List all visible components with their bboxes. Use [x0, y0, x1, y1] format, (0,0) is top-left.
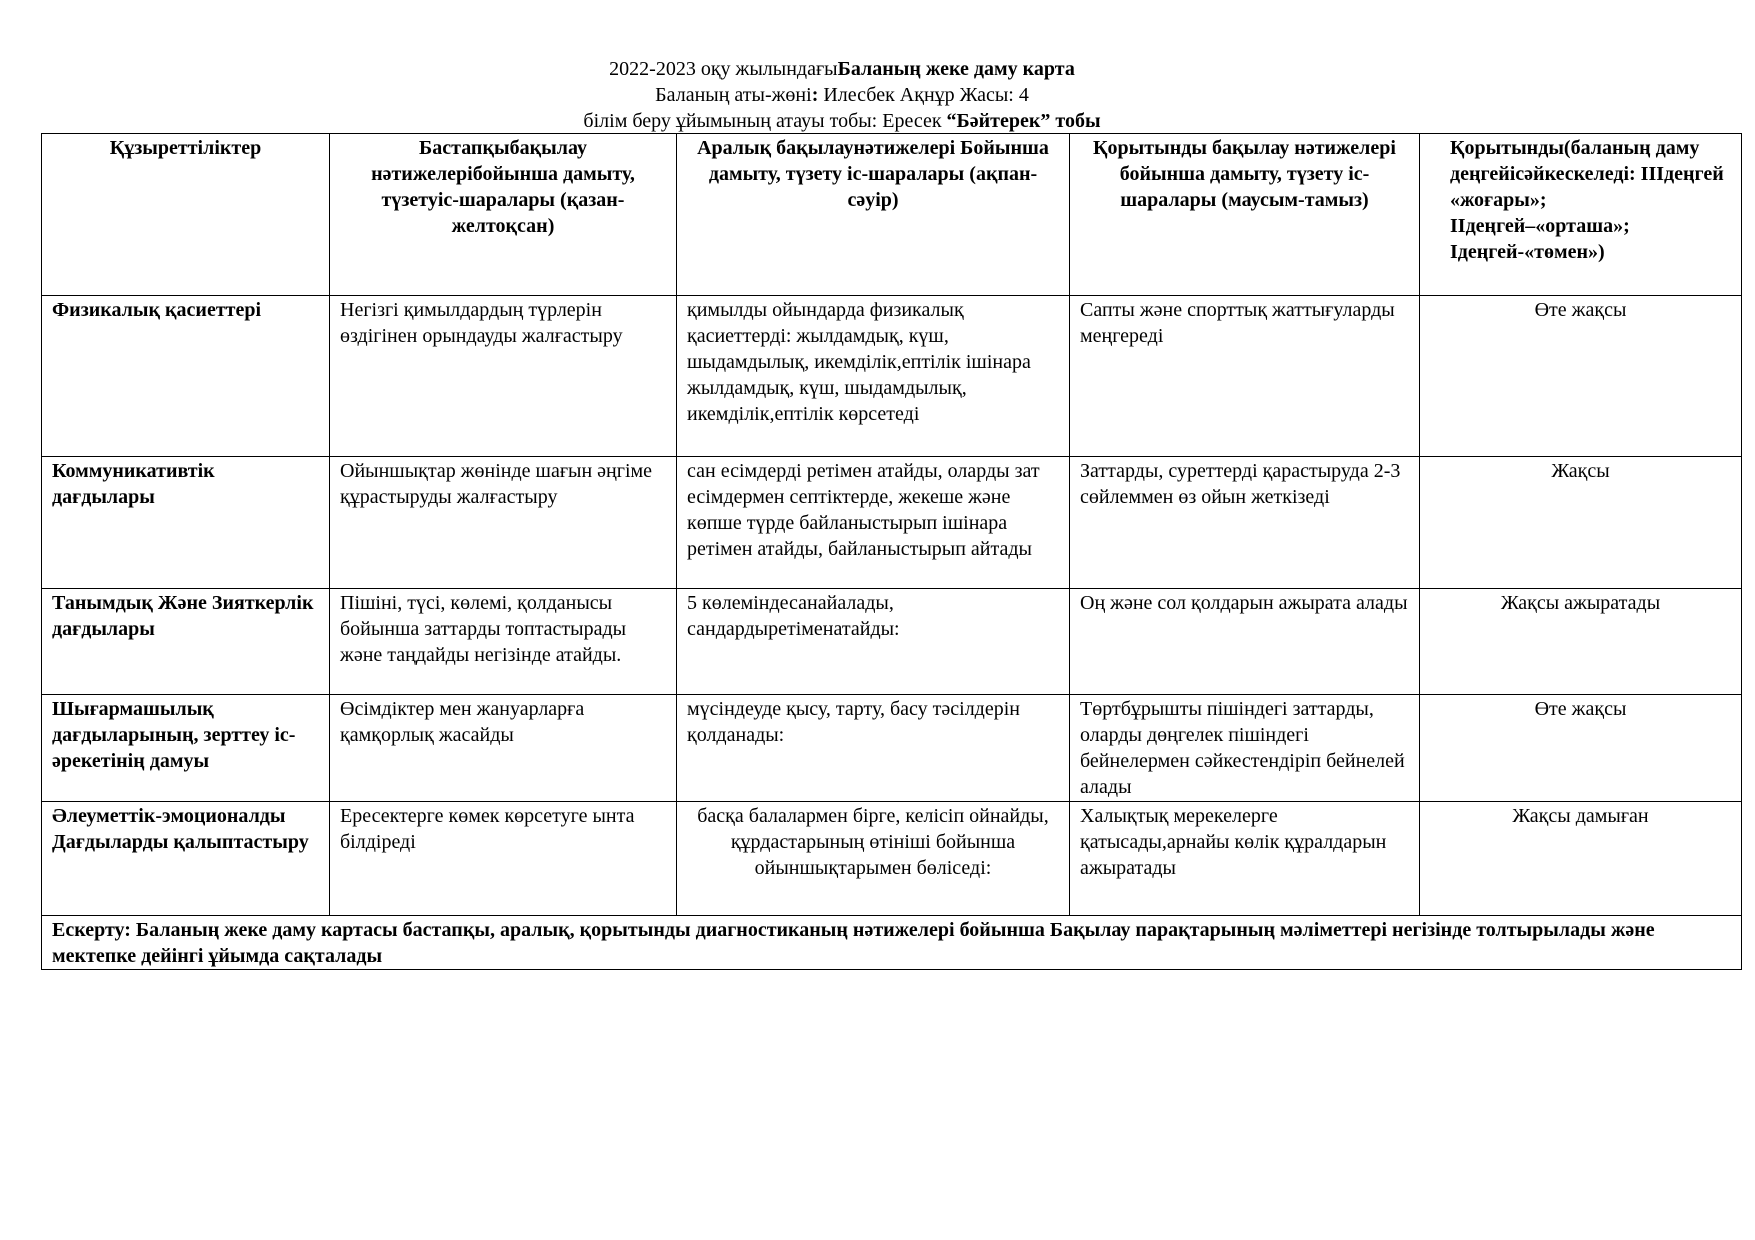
- initial-cell: Өсімдіктер мен жануарларға қамқорлық жасайды: [330, 695, 677, 802]
- table-row: [42, 695, 1742, 802]
- group-name: “Бәйтерек” тобы: [946, 110, 1101, 132]
- result-cell: Өте жақсы: [1420, 695, 1742, 802]
- header-title-line: [0, 56, 1684, 82]
- result-cell: Жақсы: [1420, 457, 1742, 589]
- area-cell: Коммуникативтік дағдылары: [42, 457, 330, 589]
- note-cell: Ескерту: Баланың жеке даму картасы бастапқы, аралық, қорытынды диагностиканың нәтижелері бойынша Бақылау парақтарының мәліметтері негізінде толтырылады және мектепке дейінгі ұйымда сақталады: [42, 916, 1742, 970]
- document-title: Баланың жеке даму карта: [837, 58, 1075, 80]
- child-name-colon: :: [811, 84, 819, 106]
- final-cell: Заттарды, суреттерді қарастыруда 2-3 сөйлеммен өз ойын жеткізеді: [1070, 457, 1420, 589]
- area-cell: Әлеуметтік-эмоционалды Дағдыларды қалыптастыру: [42, 802, 330, 916]
- final-cell: Сапты және спорттық жаттығуларды меңгереді: [1070, 296, 1420, 457]
- result-cell: Өте жақсы: [1420, 296, 1742, 457]
- result-cell: Жақсы дамыған: [1420, 802, 1742, 916]
- initial-cell: Ересектерге көмек көрсетуге ынта білдіреді: [330, 802, 677, 916]
- child-name-value: Илесбек Ақнұр Жасы: 4: [818, 84, 1029, 106]
- initial-cell: Ойыншықтар жөнінде шағын әңгіме құрастыруды жалғастыру: [330, 457, 677, 589]
- table-row: [42, 457, 1742, 589]
- area-cell: Шығармашылық дағдыларының, зерттеу іс-әрекетінің дамуы: [42, 695, 330, 802]
- midterm-cell: 5 көлеміндесанайалады, сандардыретіменатайды:: [677, 589, 1070, 695]
- result-cell: Жақсы ажыратады: [1420, 589, 1742, 695]
- child-name-label: Баланың аты-жөні: [655, 84, 812, 106]
- table-row: [42, 589, 1742, 695]
- final-cell: Төртбұрышты пішіндегі заттарды, оларды дөңгелек пішіндегі бейнелермен сәйкестендіріп бейнелей алады: [1070, 695, 1420, 802]
- midterm-cell: мүсіндеуде қысу, тарту, басу тәсілдерін қолданады:: [677, 695, 1070, 802]
- document-header: [0, 56, 1684, 134]
- column-header-midterm: Аралық бақылаунәтижелері Бойынша дамыту, түзету іс-шаралары (ақпан-сәуір): [677, 134, 1070, 296]
- org-group-label: білім беру ұйымының атауы тобы: Ересек: [583, 110, 947, 132]
- note-row: [42, 916, 1742, 970]
- header-org-line: [0, 108, 1684, 134]
- table-row: [42, 802, 1742, 916]
- initial-cell: Пішіні, түсі, көлемі, қолданысы бойынша заттарды топтастырады және таңдайды негізінде атайды.: [330, 589, 677, 695]
- area-cell: Танымдық Және Зияткерлік дағдылары: [42, 589, 330, 695]
- column-header-final: Қорытынды бақылау нәтижелері бойынша дамыту, түзету іс-шаралары (маусым-тамыз): [1070, 134, 1420, 296]
- area-cell: Физикалық қасиеттері: [42, 296, 330, 457]
- initial-cell: Негізгі қимылдардың түрлерін өздігінен орындауды жалғастыру: [330, 296, 677, 457]
- column-header-result: Қорытынды(баланың даму деңгейісәйкескеледі: ІІІдеңгей «жоғары»; ІІдеңгей–«орташа»; Ідеңгей-«төмен»): [1420, 134, 1742, 296]
- final-cell: Оң және сол қолдарын ажырата алады: [1070, 589, 1420, 695]
- midterm-cell: сан есімдерді ретімен атайды, оларды зат есімдермен септіктерде, жекеше және көпше түрде байланыстырып ішінара ретімен атайды, байланыстырып айтады: [677, 457, 1070, 589]
- final-cell: Халықтық мерекелерге қатысады,арнайы көлік құралдарын ажыратады: [1070, 802, 1420, 916]
- column-header-initial: Бастапқыбақылау нәтижелерібойынша дамыту, түзетуіс-шаралары (қазан-желтоқсан): [330, 134, 677, 296]
- academic-year: 2022-2023 оқу жылындағы: [609, 58, 838, 80]
- midterm-cell: басқа балалармен бірге, келісіп ойнайды, құрдастарының өтініші бойынша ойыншықтарымен бөліседі:: [677, 802, 1070, 916]
- development-card-table: [41, 133, 1742, 970]
- table-row: [42, 296, 1742, 457]
- column-header-competencies: Құзыреттіліктер: [42, 134, 330, 296]
- table-header-row: [42, 134, 1742, 296]
- midterm-cell: қимылды ойындарда физикалық қасиеттерді: жылдамдық, күш, шыдамдылық, икемділік,ептілік ішінара жылдамдық, күш, шыдамдылық, икемділік,ептілік көрсетеді: [677, 296, 1070, 457]
- header-name-line: [0, 82, 1684, 108]
